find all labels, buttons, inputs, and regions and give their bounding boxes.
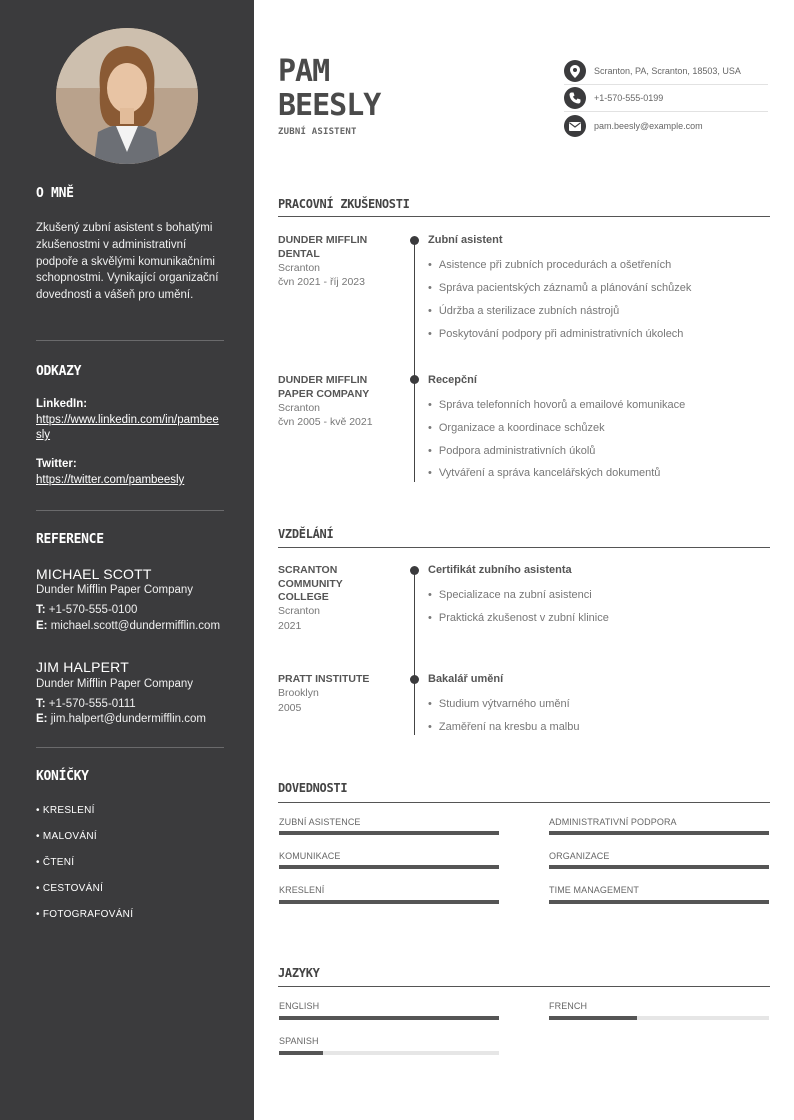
employer-name: DUNDER MIFFLIN PAPER COMPANY bbox=[278, 374, 370, 400]
timeline-dot bbox=[410, 375, 419, 384]
duty-item: • Asistence při zubních procedurách a ošetřeních bbox=[428, 259, 671, 271]
skill-bar bbox=[279, 865, 499, 869]
hobby-item: • FOTOGRAFOVÁNÍ bbox=[36, 909, 134, 920]
email-label: E: bbox=[36, 620, 48, 632]
reference-phone bbox=[36, 603, 221, 617]
phone-text: +1-570-555-0199 bbox=[594, 93, 664, 103]
phone-label: T: bbox=[36, 698, 46, 710]
twitter-link[interactable]: https://twitter.com/pambeesly bbox=[36, 474, 185, 486]
study-item: • Specializace na zubní asistenci bbox=[428, 589, 592, 601]
reference-email bbox=[36, 712, 221, 726]
first-name: PAM bbox=[278, 54, 330, 89]
contact-phone bbox=[564, 86, 768, 110]
reference-email-value: jim.halpert@dundermifflin.com bbox=[50, 713, 206, 725]
divider bbox=[36, 340, 224, 341]
sidebar bbox=[0, 0, 254, 1120]
phone-icon bbox=[564, 87, 586, 109]
main-content bbox=[254, 0, 794, 1120]
timeline-dot bbox=[410, 236, 419, 245]
timeline-dot bbox=[410, 675, 419, 684]
reference-phone-value: +1-570-555-0111 bbox=[48, 698, 136, 710]
employer-location: Scranton bbox=[278, 262, 321, 274]
skill-label: KOMUNIKACE bbox=[279, 851, 341, 861]
twitter-label: Twitter: bbox=[36, 458, 77, 470]
section-rule bbox=[278, 216, 770, 217]
skill-bar-fill bbox=[549, 831, 769, 835]
timeline-line bbox=[414, 570, 415, 735]
skill-bar bbox=[549, 865, 769, 869]
profile-photo bbox=[56, 28, 198, 164]
school-name: PRATT INSTITUTE bbox=[278, 673, 370, 685]
language-label: ENGLISH bbox=[279, 1001, 320, 1011]
divider bbox=[36, 747, 224, 748]
skill-bar-fill bbox=[549, 865, 769, 869]
contact-address bbox=[564, 59, 768, 83]
duty-item: • Správa pacientských záznamů a plánování schůzek bbox=[428, 282, 691, 294]
language-bar-fill bbox=[549, 1016, 637, 1020]
hobby-item: • ČTENÍ bbox=[36, 857, 75, 868]
language-label: SPANISH bbox=[279, 1036, 319, 1046]
reference-name: MICHAEL SCOTT bbox=[36, 566, 152, 582]
reference-phone-value: +1-570-555-0100 bbox=[48, 604, 138, 616]
skill-label: ADMINISTRATIVNÍ PODPORA bbox=[549, 817, 677, 827]
email-text: pam.beesly@example.com bbox=[594, 121, 703, 131]
linkedin-label: LinkedIn: bbox=[36, 398, 88, 410]
education-heading: VZDĚLÁNÍ bbox=[278, 527, 334, 541]
hobby-item: • MALOVÁNÍ bbox=[36, 831, 97, 842]
languages-heading: JAZYKY bbox=[278, 966, 320, 980]
phone-label: T: bbox=[36, 604, 46, 616]
links-heading: ODKAZY bbox=[36, 364, 82, 379]
study-item: • Studium výtvarného umění bbox=[428, 698, 570, 710]
references-heading: REFERENCE bbox=[36, 532, 104, 547]
timeline-line bbox=[414, 240, 415, 482]
language-bar bbox=[549, 1016, 769, 1020]
skill-label: ORGANIZACE bbox=[549, 851, 610, 861]
about-text: Zkušený zubní asistent s bohatými zkušenostmi v administrativní podpoře a skvělými komunikačními schopnostmi. Vynikající organizační dovednosti a vášeň pro umění. bbox=[36, 222, 219, 302]
job-role: Recepční bbox=[428, 374, 477, 386]
address-text: Scranton, PA, Scranton, 18503, USA bbox=[594, 66, 741, 76]
divider bbox=[564, 84, 768, 85]
school-location: Brooklyn bbox=[278, 687, 319, 699]
duty-item: • Údržba a sterilizace zubních nástrojů bbox=[428, 305, 619, 317]
study-dates: 2021 bbox=[278, 620, 302, 632]
language-label: FRENCH bbox=[549, 1001, 588, 1011]
divider bbox=[564, 111, 768, 112]
location-pin-icon bbox=[564, 60, 586, 82]
employer-location: Scranton bbox=[278, 402, 321, 414]
reference-email bbox=[36, 619, 221, 633]
job-title: ZUBNÍ ASISTENT bbox=[278, 127, 357, 137]
timeline-dot bbox=[410, 566, 419, 575]
skill-label: ZUBNÍ ASISTENCE bbox=[279, 817, 361, 827]
employment-dates: čvn 2021 - říj 2023 bbox=[278, 276, 365, 288]
reference-company: Dunder Mifflin Paper Company bbox=[36, 584, 194, 596]
email-label: E: bbox=[36, 713, 48, 725]
skill-bar-fill bbox=[279, 865, 499, 869]
degree: Certifikát zubního asistenta bbox=[428, 564, 572, 576]
degree: Bakalář umění bbox=[428, 673, 504, 685]
reference-email-value: michael.scott@dundermifflin.com bbox=[50, 620, 221, 632]
skill-bar bbox=[279, 831, 499, 835]
section-rule bbox=[278, 802, 770, 803]
duty-item: • Vytváření a správa kancelářských dokumentů bbox=[428, 467, 660, 479]
hobby-item: • CESTOVÁNÍ bbox=[36, 883, 104, 894]
duty-item: • Podpora administrativních úkolů bbox=[428, 445, 595, 457]
skill-bar-fill bbox=[549, 900, 769, 904]
duty-item: • Organizace a koordinace schůzek bbox=[428, 422, 605, 434]
skill-bar bbox=[549, 831, 769, 835]
school-location: Scranton bbox=[278, 605, 321, 617]
language-bar bbox=[279, 1016, 499, 1020]
skill-bar bbox=[549, 900, 769, 904]
contact-email bbox=[564, 114, 768, 138]
study-item: • Zaměření na kresbu a malbu bbox=[428, 721, 580, 733]
duty-item: • Poskytování podpory při administrativních úkolech bbox=[428, 328, 683, 340]
employment-dates: čvn 2005 - kvě 2021 bbox=[278, 416, 373, 428]
skills-heading: DOVEDNOSTI bbox=[278, 781, 348, 795]
experience-heading: PRACOVNÍ ZKUŠENOSTI bbox=[278, 197, 410, 211]
skill-bar-fill bbox=[279, 900, 499, 904]
mail-icon bbox=[564, 115, 586, 137]
language-bar bbox=[279, 1051, 499, 1055]
reference-phone bbox=[36, 697, 221, 711]
reference-company: Dunder Mifflin Paper Company bbox=[36, 678, 194, 690]
linkedin-link[interactable]: https://www.linkedin.com/in/pambeesly bbox=[36, 414, 219, 441]
divider bbox=[36, 510, 224, 511]
job-role: Zubní asistent bbox=[428, 234, 503, 246]
about-heading: O MNĚ bbox=[36, 186, 74, 201]
hobbies-heading: KONÍČKY bbox=[36, 769, 89, 784]
last-name: BEESLY bbox=[278, 88, 381, 123]
skill-label: KRESLENÍ bbox=[279, 885, 325, 895]
reference-name: JIM HALPERT bbox=[36, 659, 129, 675]
duty-item: • Správa telefonních hovorů a emailové komunikace bbox=[428, 399, 685, 411]
study-item: • Praktická zkušenost v zubní klinice bbox=[428, 612, 609, 624]
skill-label: TIME MANAGEMENT bbox=[549, 885, 640, 895]
section-rule bbox=[278, 547, 770, 548]
language-bar-fill bbox=[279, 1016, 499, 1020]
language-bar-fill bbox=[279, 1051, 323, 1055]
hobby-item: • KRESLENÍ bbox=[36, 805, 95, 816]
skill-bar bbox=[279, 900, 499, 904]
study-dates: 2005 bbox=[278, 702, 302, 714]
skill-bar-fill bbox=[279, 831, 499, 835]
section-rule bbox=[278, 986, 770, 987]
employer-name: DUNDER MIFFLIN DENTAL bbox=[278, 234, 368, 260]
school-name: SCRANTON COMMUNITY COLLEGE bbox=[278, 564, 343, 603]
